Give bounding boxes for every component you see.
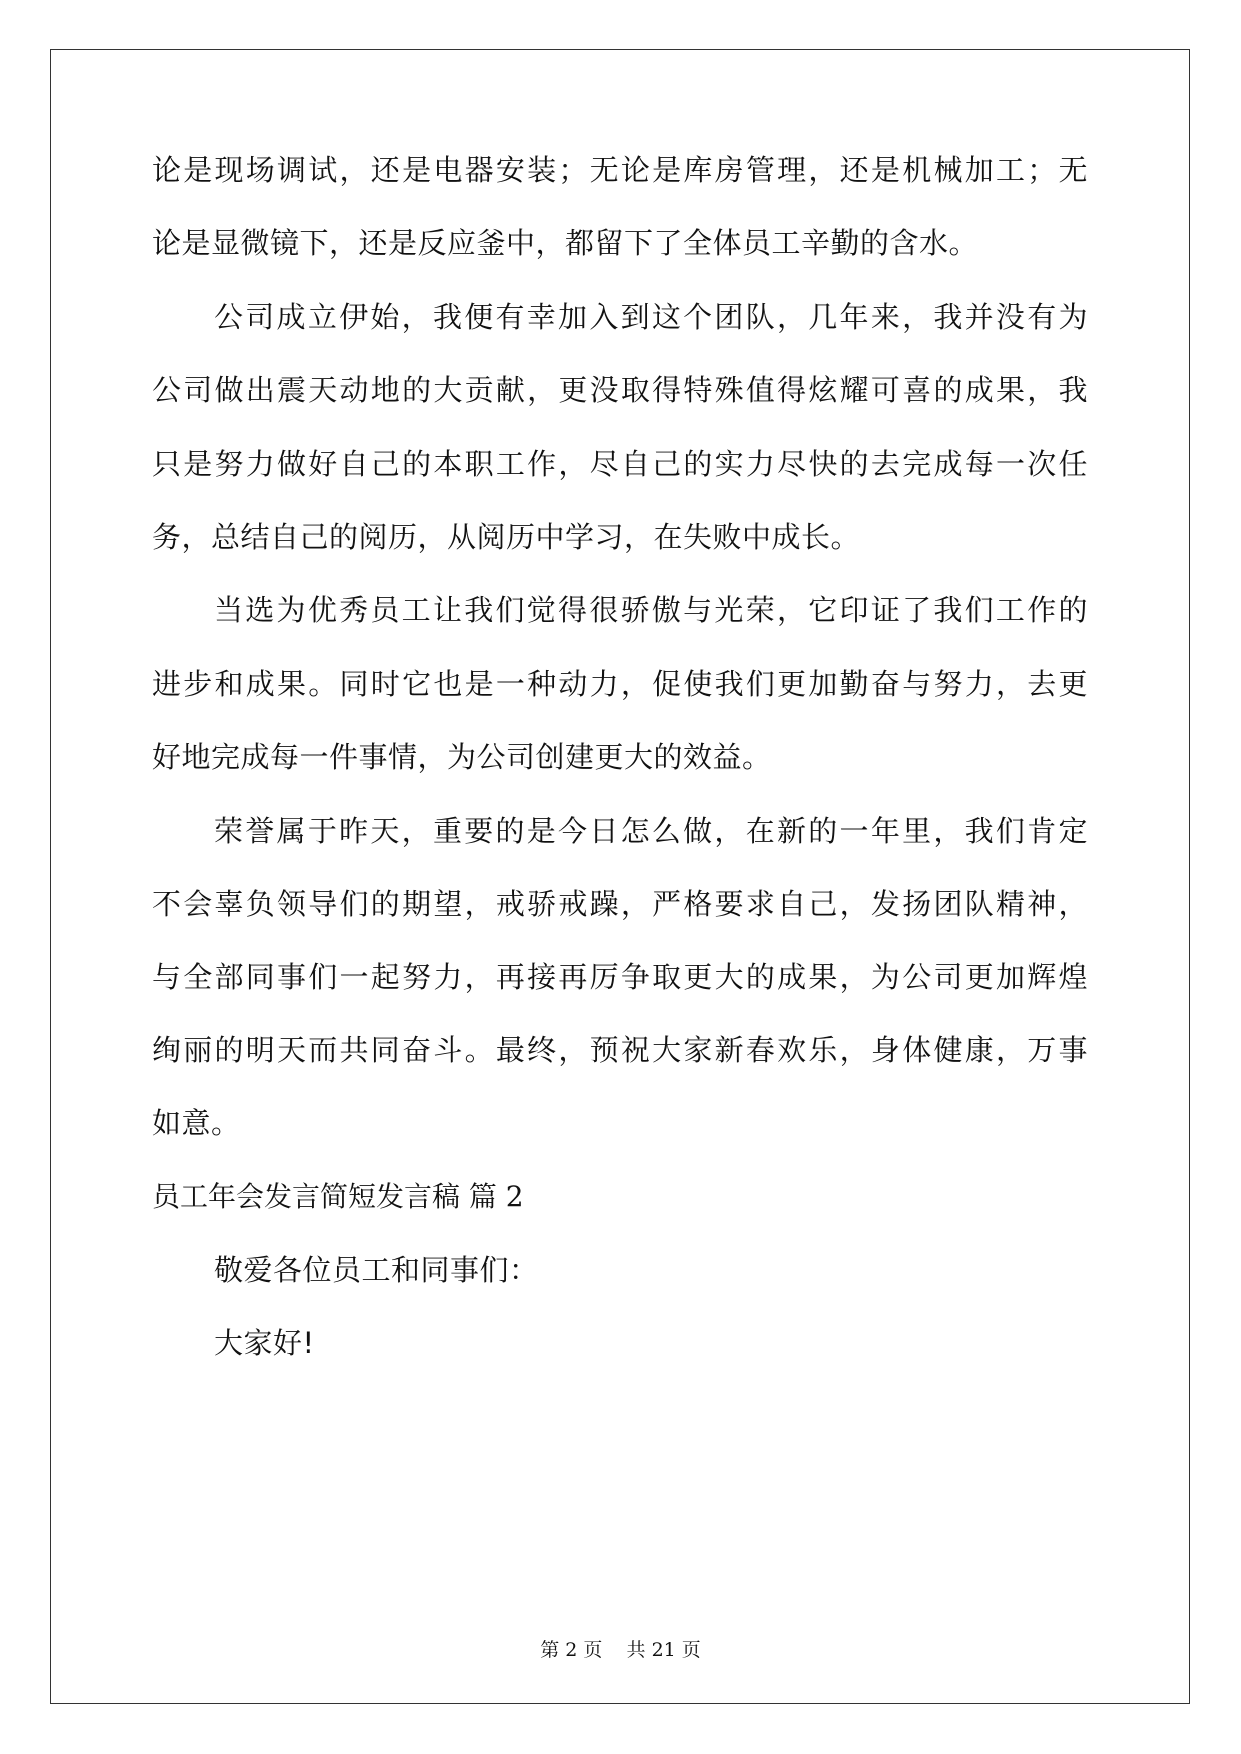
- paragraph-2-line-2: 公司做出震天动地的大贡献，更没取得特殊值得炫耀可喜的成果，我: [152, 373, 1088, 407]
- paragraph-2-line-4: 务，总结自己的阅历，从阅历中学习，在失败中成长。: [152, 520, 861, 554]
- paragraph-3-line-2: 进步和成果。同时它也是一种动力，促使我们更加勤奋与努力，去更: [152, 667, 1088, 701]
- paragraph-3-line-3: 好地完成每一件事情，为公司创建更大的效益。: [152, 740, 772, 774]
- greeting: 大家好!: [214, 1326, 315, 1360]
- paragraph-2-line-3: 只是努力做好自己的本职工作，尽自己的实力尽快的去完成每一次任: [152, 447, 1088, 481]
- paragraph-4-line-3: 与全部同事们一起努力，再接再厉争取更大的成果，为公司更加辉煌: [152, 960, 1088, 994]
- paragraph-4-line-1: 荣誉属于昨天，重要的是今日怎么做，在新的一年里，我们肯定: [214, 814, 1088, 848]
- paragraph-3-line-1: 当选为优秀员工让我们觉得很骄傲与光荣，它印证了我们工作的: [214, 593, 1088, 627]
- paragraph-1-line-2: 论是显微镜下，还是反应釜中，都留下了全体员工辛勤的含水。: [152, 226, 979, 260]
- salutation: 敬爱各位员工和同事们：: [214, 1253, 539, 1287]
- paragraph-4-line-5: 如意。: [152, 1106, 241, 1140]
- paragraph-4-line-4: 绚丽的明天而共同奋斗。最终，预祝大家新春欢乐，身体健康，万事: [152, 1033, 1088, 1067]
- paragraph-4-line-2: 不会辜负领导们的期望，戒骄戒躁，严格要求自己，发扬团队精神，: [152, 887, 1088, 921]
- paragraph-2-line-1: 公司成立伊始，我便有幸加入到这个团队，几年来，我并没有为: [214, 300, 1088, 334]
- paragraph-1-line-1: 论是现场调试，还是电器安装；无论是库房管理，还是机械加工；无: [152, 153, 1088, 187]
- section-heading: 员工年会发言简短发言稿 篇 2: [152, 1180, 524, 1213]
- page-number-footer: 第 2 页 共 21 页: [540, 1639, 701, 1661]
